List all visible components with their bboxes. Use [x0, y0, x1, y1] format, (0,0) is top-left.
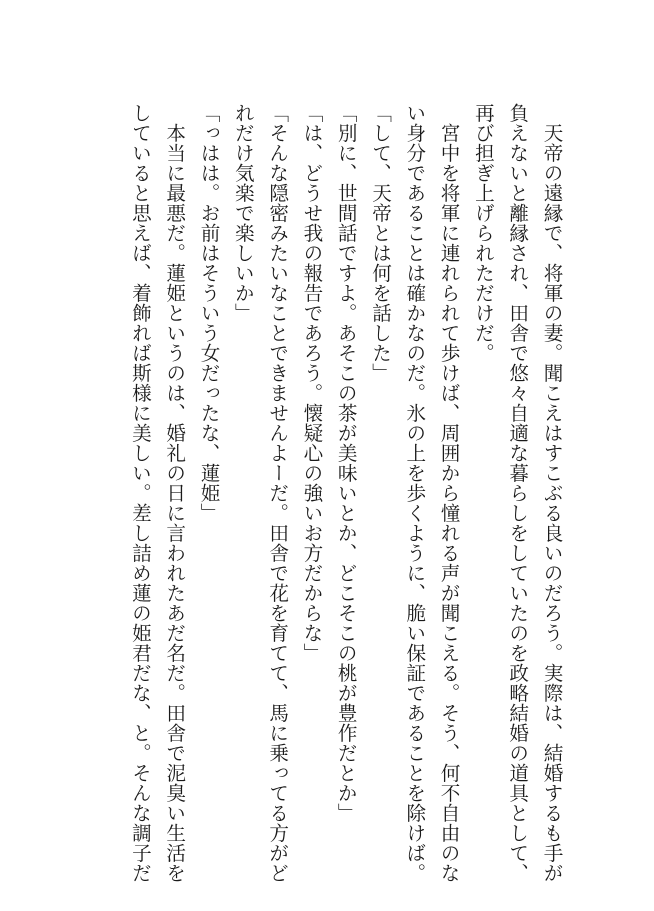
text-line: 「そんな隠密みたいなことできませんよーだ。田舎で花を育てて、馬に乗ってる方がど	[265, 103, 289, 883]
vertical-text-body	[122, 103, 568, 883]
text-line: 「して、天帝とは何を話した」	[368, 103, 392, 383]
text-line: 宮中を将軍に連れられて歩けば、周囲から憧れる声が聞こえる。そう、何不自由のな	[437, 103, 461, 883]
text-line: 「は、どうせ我の報告であろう。懐疑心の強いお方だからな」	[299, 103, 323, 663]
text-line: 本当に最悪だ。蓮姫というのは、婚礼の日に言われたあだ名だ。田舎で泥臭い生活を	[162, 103, 186, 883]
text-line: 「別に、世間話ですよ。あそこの茶が美味いとか、どこそこの桃が豊作だとか」	[334, 103, 358, 823]
text-line: 再び担ぎ上げられただけだ。	[471, 103, 495, 363]
text-line: れだけ気楽で楽しいか」	[231, 103, 255, 323]
text-line: 天帝の遠縁で、将軍の妻。聞こえはすこぶる良いのだろう。実際は、結婚するも手が	[540, 103, 563, 883]
text-line: い身分であることは確かなのだ。氷の上を歩くように、脆い保証であることを除けば。	[402, 103, 426, 883]
text-line: 負えないと離縁され、田舎で悠々自適な暮らしをしていたのを政略結婚の道具として、	[505, 103, 529, 883]
text-line: していると思えば、着飾れば斯様に美しい。差し詰め蓮の姫君だな、と。そんな調子だ	[128, 103, 152, 883]
text-line: 「っはは。お前はそういう女だったな、蓮姫」	[197, 103, 221, 523]
